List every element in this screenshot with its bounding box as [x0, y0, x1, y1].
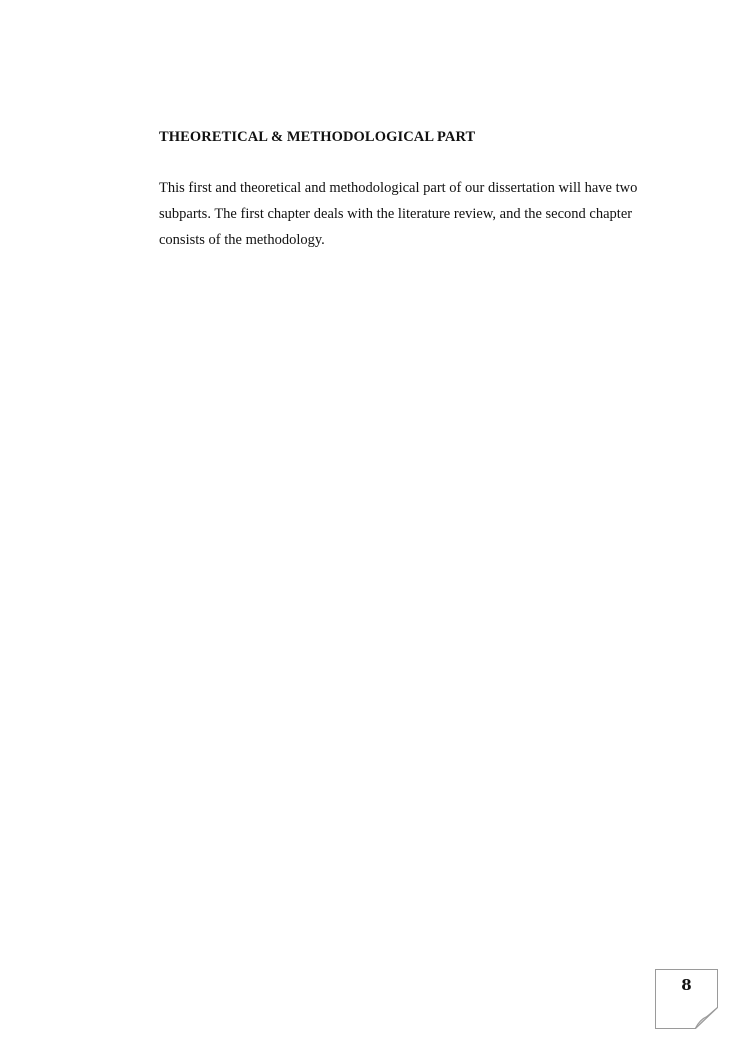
- paragraph-line-2: subparts. The first chapter deals with the literature review, and the second chapter: [159, 206, 633, 222]
- paragraph-line-1: This first and theoretical and methodological part of our dissertation will have two: [159, 180, 638, 196]
- page-curl-icon: [695, 1007, 718, 1029]
- paragraph-line-3: consists of the methodology.: [159, 232, 325, 248]
- section-heading: THEORETICAL & METHODOLOGICAL PART: [159, 129, 476, 145]
- body-paragraph: [159, 175, 659, 253]
- page-number: 8: [681, 976, 692, 994]
